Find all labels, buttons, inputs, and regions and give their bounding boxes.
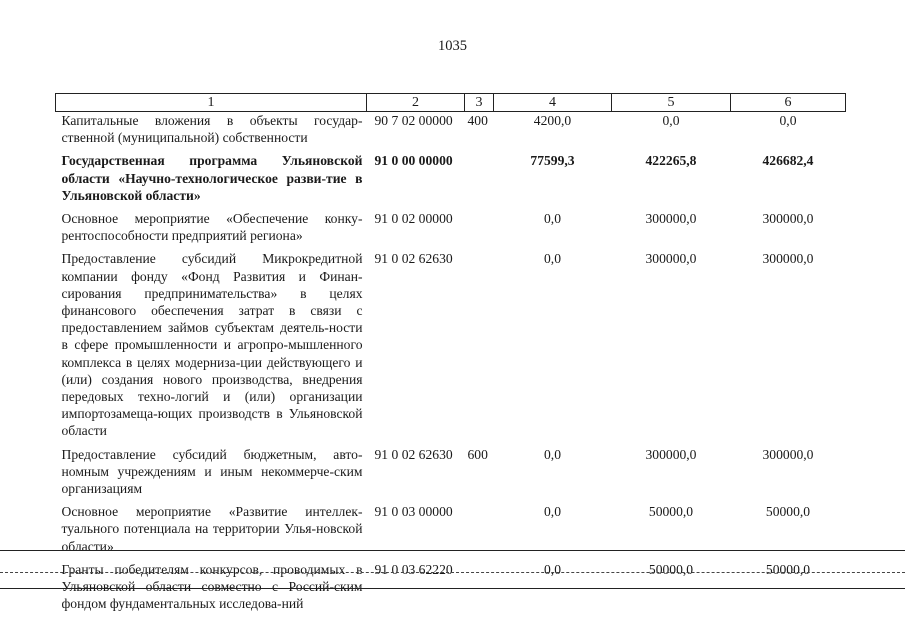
row-value-2: 422265,8 (645, 153, 697, 169)
row-value-3: 50000,0 (765, 504, 811, 520)
row-name: Предоставление субсидий бюджетным, авто-номным учреждениям и иным некоммерче-ским организациям (61, 446, 363, 497)
column-header: 2 (367, 94, 465, 112)
row-value-2: 50000,0 (648, 504, 694, 520)
row-value-3: 300000,0 (762, 251, 814, 267)
row-value-3: 50000,0 (765, 561, 811, 577)
table-row (56, 503, 846, 561)
table-row (56, 561, 846, 619)
row-value-1: 0,0 (544, 561, 561, 577)
row-group (465, 503, 494, 561)
row-group (465, 210, 494, 250)
table-row-program (56, 152, 846, 210)
row-value-2: 300000,0 (645, 211, 697, 227)
row-group (465, 250, 494, 445)
strike-rule (0, 550, 905, 551)
row-group (465, 561, 494, 619)
row-code: 91 0 00 00000 (374, 153, 453, 169)
row-value-1: 0,0 (544, 251, 561, 267)
row-value-2: 300000,0 (645, 251, 697, 267)
row-code: 90 7 02 00000 (374, 113, 453, 128)
column-header: 3 (465, 94, 494, 112)
row-value-2: 300000,0 (645, 446, 697, 462)
row-value-3: 426682,4 (762, 153, 814, 169)
row-group: 400 (467, 113, 488, 128)
column-header: 4 (494, 94, 612, 112)
row-code: 91 0 02 62630 (374, 251, 453, 267)
row-code: 91 0 02 62630 (374, 446, 453, 462)
row-name: Государственная программа Ульяновской области «Научно-технологическое разви-тие в Ульяновской области» (61, 153, 363, 203)
row-name: Гранты победителям конкурсов, проводимых в Ульяновской области совместно с Россий-ским фондом фундаментальных исследова-ний (61, 561, 363, 612)
page-number: 1035 (438, 38, 467, 54)
row-code: 91 0 03 00000 (374, 504, 453, 520)
table-row (56, 250, 846, 445)
table-header-row (56, 94, 846, 112)
row-value-1: 4200,0 (533, 113, 572, 128)
row-value-1: 0,0 (544, 504, 561, 520)
column-header: 6 (731, 94, 846, 112)
row-group (465, 152, 494, 210)
column-header: 1 (56, 94, 367, 112)
row-value-3: 300000,0 (762, 211, 814, 227)
row-name: Капитальные вложения в объекты государ-ственной (муниципальной) собственности (61, 113, 363, 146)
row-name: Основное мероприятие «Обеспечение конку-рентоспособности предприятий региона» (61, 211, 363, 244)
budget-table (55, 93, 846, 618)
column-header: 5 (612, 94, 731, 112)
row-value-2: 50000,0 (648, 561, 694, 577)
row-name: Основное мероприятие «Развитие интеллек-туального потенциала на территории Улья-новской области» (61, 504, 363, 554)
table-row (56, 112, 846, 153)
row-code: 91 0 03 62220 (374, 561, 453, 577)
row-value-1: 0,0 (544, 211, 561, 227)
row-value-3: 0,0 (779, 113, 797, 128)
row-value-1: 0,0 (544, 446, 561, 462)
strike-rule-dashed (0, 572, 905, 573)
row-value-3: 300000,0 (762, 446, 814, 462)
row-value-2: 0,0 (662, 113, 680, 128)
row-value-1: 77599,3 (530, 153, 575, 169)
table-row (56, 446, 846, 504)
strike-rule (0, 588, 905, 589)
table-row (56, 210, 846, 250)
row-name: Предоставление субсидий Микрокредитной компании фонду «Фонд Развития и Финан-сирования предпринимательства» в целях финансового обеспечения затрат в связи с предоставлением займов субъектам деятель-ности в сфере промышленности и агропро-мышленного комплекса в целях модерниза-ции действующего и (или) создания нового производства, внедрения передовых техно-логий и (или) организации импортозамеща-ющих производств в Ульяновской области (61, 251, 363, 439)
row-group: 600 (467, 446, 488, 462)
row-code: 91 0 02 00000 (374, 211, 453, 227)
